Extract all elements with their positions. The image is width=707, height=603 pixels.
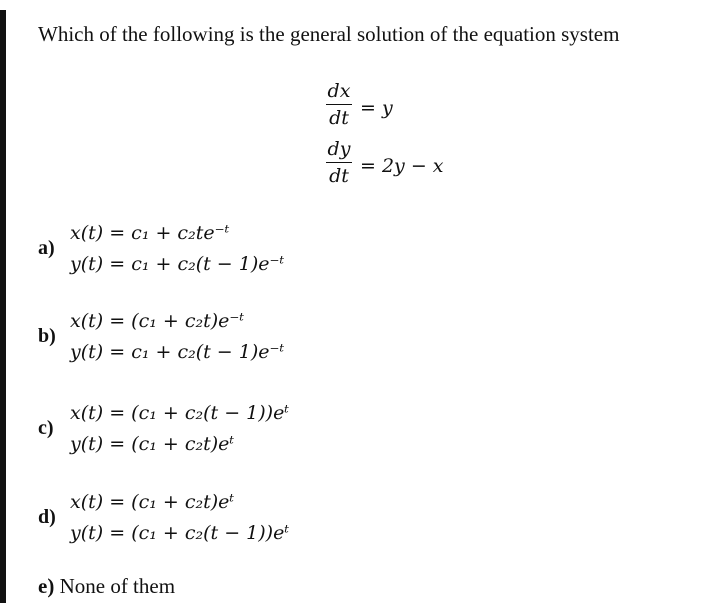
fraction-denominator: dt xyxy=(329,107,349,129)
fraction-numerator: dy xyxy=(327,138,351,160)
fraction-numerator: dx xyxy=(327,80,351,102)
option-a-letter[interactable]: a) xyxy=(38,237,55,259)
fraction-bar xyxy=(326,104,352,105)
option-b-letter[interactable]: b) xyxy=(38,325,56,347)
question-text: Which of the following is the general solution of the equation system xyxy=(38,22,620,46)
fraction-dy-dt xyxy=(326,138,352,187)
fraction-denominator: dt xyxy=(329,165,349,187)
option-b-x: x(t) = (c₁ + c₂t)e⁻ᵗ xyxy=(70,310,245,332)
option-d-y: y(t) = (c₁ + c₂(t − 1))eᵗ xyxy=(70,522,290,544)
option-b-y: y(t) = c₁ + c₂(t − 1)e⁻ᵗ xyxy=(70,341,285,363)
equation-1-rhs: = y xyxy=(360,97,393,119)
option-c-letter[interactable]: c) xyxy=(38,417,54,439)
option-a-x: x(t) = c₁ + c₂te⁻ᵗ xyxy=(70,222,230,244)
top-strip xyxy=(0,0,707,16)
left-border xyxy=(0,10,6,603)
option-d-x: x(t) = (c₁ + c₂t)eᵗ xyxy=(70,491,235,513)
option-a-y: y(t) = c₁ + c₂(t − 1)e⁻ᵗ xyxy=(70,253,285,275)
option-c-y: y(t) = (c₁ + c₂t)eᵗ xyxy=(70,433,235,455)
fraction-bar xyxy=(326,162,352,163)
option-d-letter[interactable]: d) xyxy=(38,506,56,528)
option-e[interactable] xyxy=(38,574,175,599)
option-c-x: x(t) = (c₁ + c₂(t − 1))eᵗ xyxy=(70,402,289,424)
option-e-text: None of them xyxy=(59,574,176,598)
fraction-dx-dt xyxy=(326,80,352,129)
equation-2-rhs: = 2y − x xyxy=(360,155,444,177)
option-e-letter: e) xyxy=(38,574,55,598)
